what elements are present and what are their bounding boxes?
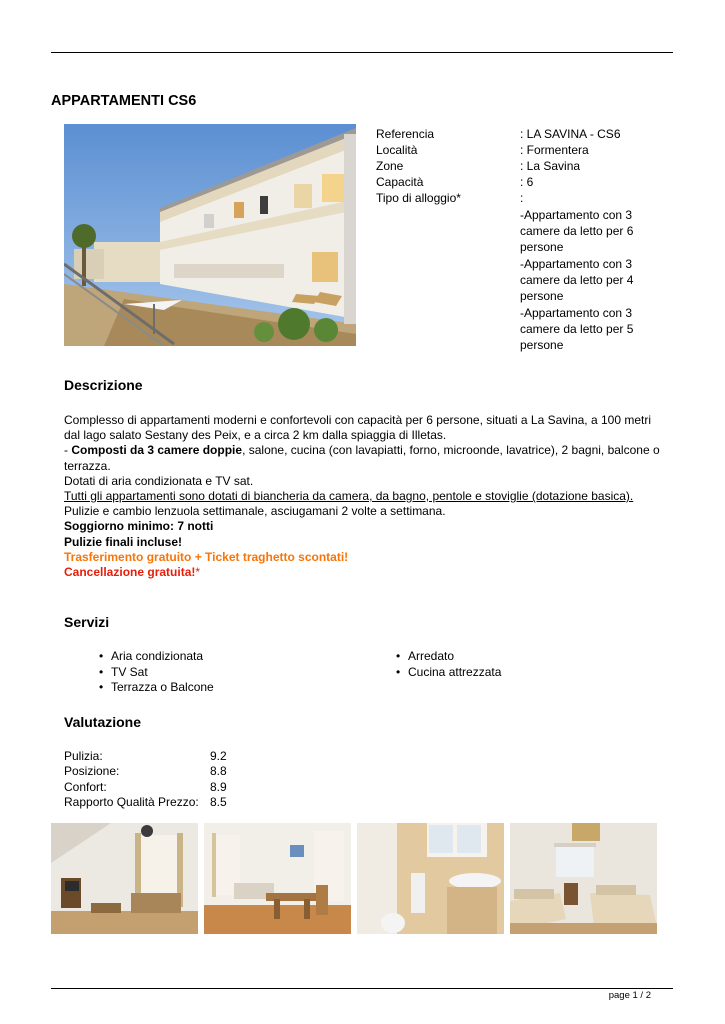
spec-row-type <box>376 190 660 206</box>
spec-value: : LA SAVINA - CS6 <box>520 127 621 141</box>
spec-label: Località <box>376 143 418 157</box>
description-cleaning: Pulizie e cambio lenzuola settimanale, asciugamani 2 volte a settimana. <box>64 504 446 519</box>
page-number: page 1 / 2 <box>608 990 651 1001</box>
living-room-photo <box>51 823 198 934</box>
spec-value: : La Savina <box>520 159 581 173</box>
dining-area-photo <box>204 823 351 934</box>
description-ac: Dotati di aria condizionata e TV sat. <box>64 473 254 488</box>
spec-label: Tipo di alloggio* <box>376 191 461 205</box>
services-heading: Servizi <box>64 614 110 630</box>
accommodation-option: -Appartamento con 3 camere da letto per 5 persone <box>520 306 634 352</box>
bathroom-photo <box>357 823 504 934</box>
property-specs <box>376 126 660 353</box>
rating-value: 8.9 <box>210 779 227 794</box>
ratings-table <box>64 749 227 810</box>
bottom-rule <box>51 988 673 989</box>
rating-row: Posizione: 8.8 <box>64 764 227 779</box>
services-list-right <box>396 649 501 680</box>
rooms-highlight: Composti da 3 camere doppie <box>71 443 243 458</box>
rating-value: 8.5 <box>210 794 227 809</box>
accommodation-option: -Appartamento con 3 camere da letto per 4 persone <box>520 257 634 303</box>
spec-row-reference <box>376 126 660 142</box>
description-heading: Descrizione <box>64 377 143 393</box>
description-body <box>64 413 664 580</box>
spec-label: Referencia <box>376 127 435 141</box>
service-item: • Terrazza o Balcone <box>99 680 214 694</box>
rating-value: 9.2 <box>210 749 227 763</box>
spec-label: Zone <box>376 159 404 173</box>
spec-value: : <box>520 191 524 205</box>
minimum-stay: Soggiorno minimo: 7 notti <box>64 519 214 534</box>
description-linen: Tutti gli appartamenti sono dotati di biancheria da camera, da bagno, pentole e stoviglie (dotazione basica). <box>64 489 634 504</box>
spec-value: : 6 <box>520 175 534 189</box>
service-item: • Arredato <box>396 649 455 663</box>
service-item: • TV Sat <box>99 664 148 679</box>
rating-row: Confort: 8.9 <box>64 779 227 794</box>
bedroom-photo <box>510 823 657 934</box>
building-exterior-photo <box>64 124 356 346</box>
services-list-left <box>99 649 214 696</box>
transfer-offer: Trasferimento gratuito + Ticket traghetto scontati! <box>64 549 349 564</box>
spec-row-options <box>376 206 660 353</box>
description-rooms: - Composti da 3 camere doppie, salone, cucina (con lavapiatti, forno, microonde, lavatrice), 2 bagni, balcone o terrazza. <box>64 443 660 473</box>
ratings-heading: Valutazione <box>64 714 142 730</box>
spec-label: Capacità <box>376 175 424 189</box>
final-cleaning-note: Pulizie finali incluse! <box>64 534 183 549</box>
accommodation-option: -Appartamento con 3 camere da letto per 6 persone <box>520 208 634 254</box>
service-item: • Cucina attrezzata <box>396 664 502 679</box>
description-intro: Complesso di appartamenti moderni e confortevoli con capacità per 6 persone, situati a La Savina, a 100 metri dal lago salato Sestany des Peix, e a circa 2 km dalla spiaggia di Illetas. <box>64 413 651 443</box>
service-item: • Aria condizionata <box>99 649 204 663</box>
spec-row-capacity <box>376 174 660 190</box>
free-cancellation: Cancellazione gratuita!* <box>64 565 201 580</box>
top-rule <box>51 52 673 53</box>
spec-row-locality <box>376 142 660 158</box>
accommodation-options <box>520 206 660 353</box>
page-title: APPARTAMENTI CS6 <box>51 93 197 109</box>
footnote-mark: * <box>195 565 201 580</box>
spec-row-zone <box>376 158 660 174</box>
rating-row: Rapporto Qualità Prezzo: 8.5 <box>64 794 227 809</box>
rating-value: 8.8 <box>210 764 227 779</box>
spec-value: : Formentera <box>520 143 589 157</box>
rating-row: Pulizia: 9.2 <box>64 749 227 763</box>
